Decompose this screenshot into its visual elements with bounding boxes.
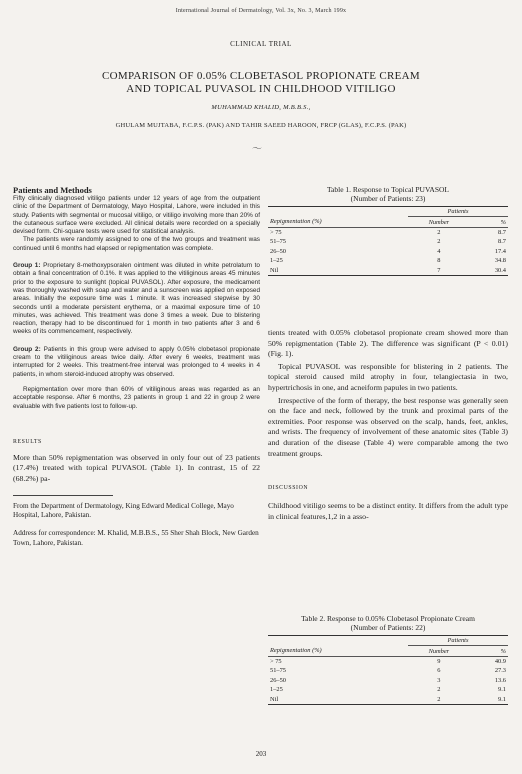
decorative-flourish: 〜	[252, 144, 262, 155]
results-paragraph-cont: tients treated with 0.05% clobetasol propionate cream showed more than 50% repigmentation (Table 2). The difference was significant (P < 0.01) (Fig. 1).	[268, 328, 508, 359]
anatomic-response-paragraph: Irrespective of the form of therapy, the best response was generally seen on the face and neck, followed by the trunk and proximal parts of the extremities. Poor response was observed on the scalp, hands, feet, ankles, and wrists. The frequency of involvement of these anatomic sites (Table 3) and duration of the disease (Table 4) were comparable among the two treatment groups.	[268, 395, 508, 458]
footnote-rule	[13, 495, 113, 496]
table2-cell: 1–25	[270, 686, 283, 694]
table2-col-pct: %	[500, 647, 506, 655]
table1-group-header: Patients	[408, 207, 508, 217]
table1-cell: 4	[437, 247, 441, 255]
author-line-2: GHULAM MUJTABA, F.C.P.S. (PAK) AND TAHIR SAEED HAROON, FRCP (GLAS), F.C.P.S. (PAK)	[115, 122, 407, 129]
discussion-paragraph: Childhood vitiligo seems to be a distinct entity. It differs from the adult type in clinical features,1,2 in a asso-	[268, 501, 508, 521]
table1-cell: > 75	[270, 228, 282, 236]
table2-cell: 27.3	[494, 667, 506, 675]
table2-cell: 13.6	[494, 676, 506, 684]
table-row	[268, 676, 508, 685]
table1-caption-line2: (Number of Patients: 23)	[350, 194, 426, 203]
table1-caption	[268, 185, 508, 203]
group1-text: Proprietary 8-methoxypsoralen ointment was diluted in white petrolatum to obtain a final concentration of 0.1%. It was applied to the vitiliginous areas 45 minutes prior to the exposure to sunlight (topical PUVASOL). After exposure, the medicament was thoroughly washed with soap and water and a sunscreen was applied on exposed areas. Initially the exposure time was 1 minute. It was increased stepwise by 30 seconds until a moderate persistent erythema, or a maximal exposure time of 10 minutes, was achieved. This treatment was done 3 times a week. Due to blistering reaction, therapy had to be discontinued for 1 month in two patients after 3 and 6 weeks of its commencement, respectively.	[13, 262, 260, 336]
table-row	[268, 247, 508, 256]
section-tag: CLINICAL TRIAL	[230, 40, 292, 48]
title-line-2: AND TOPICAL PUVASOL IN CHILDHOOD VITILIGO	[126, 83, 396, 95]
table1-col-label: Repigmentation (%)	[270, 218, 322, 226]
right-column-text	[268, 328, 508, 522]
table-row	[268, 265, 508, 275]
table2-cell: 2	[437, 695, 441, 703]
table1-cell: 2	[437, 228, 441, 236]
table-row	[268, 656, 508, 666]
footnote-affiliation: From the Department of Dermatology, King Edward Medical College, Mayo Hospital, Lahore, Pakistan.	[13, 501, 234, 520]
table2-caption-line1: Table 2. Response to 0.05% Clobetasol Propionate Cream	[301, 614, 475, 623]
table2-cell: 2	[437, 686, 441, 694]
adverse-effects-paragraph: Topical PUVASOL was responsible for blistering in 2 patients. The topical steroid caused mild atrophy in four, telangiectasia in two, hypertrichosis in one, and acneiform papules in two patients.	[268, 361, 508, 392]
table2-cell: 3	[437, 676, 441, 684]
group1-paragraph	[13, 262, 260, 337]
table1-col-number: Number	[428, 218, 450, 226]
results-heading: RESULTS	[13, 438, 42, 445]
table2-cell: 40.9	[494, 657, 506, 665]
results-paragraph: More than 50% repigmentation was observed in only four out of 23 patients (17.4%) treated with topical PUVASOL (Table 1). In contrast, 15 of 22 (68.2%) pa-	[13, 452, 260, 484]
table1-caption-line1: Table 1. Response to Topical PUVASOL	[327, 185, 449, 194]
journal-header: International Journal of Dermatology, Vol. 3x, No. 3, March 199x	[175, 8, 347, 14]
article-title	[60, 70, 462, 96]
table1-cell: 8.7	[498, 228, 506, 236]
left-column	[13, 185, 260, 549]
discussion-heading: DISCUSSION	[268, 485, 309, 492]
page-number: 203	[255, 750, 267, 758]
author-line-1: MUHAMMAD KHALID, M.B.B.S.,	[211, 104, 311, 111]
table1-cell: 1–25	[270, 257, 283, 265]
group2-text: Patients in this group were advised to apply 0.05% clobetasol propionate cream to the vitiliginous areas twice daily. After every 6 weeks, treatment was interrupted for 2 weeks. This treatment-free interval was prolonged to 4 weeks in 4 patients, in whom steroid-induced atrophy was observed.	[13, 345, 260, 378]
title-line-1: COMPARISON OF 0.05% CLOBETASOL PROPIONATE CREAM	[101, 70, 420, 82]
methods-heading: Patients and Methods	[13, 185, 92, 195]
table2-cell: 51–75	[270, 667, 286, 675]
table1-cell: 34.8	[494, 257, 506, 265]
footnote-correspondence: Address for correspondence: M. Khalid, M.B.B.S., 55 Sher Shah Block, New Garden Town, Lahore, Pakistan.	[13, 529, 259, 547]
methods-paragraph-2: The patients were randomly assigned to one of the two groups and treatment was continued until 6 months had elapsed or repigmentation was complete.	[13, 236, 260, 252]
table2-caption-line2: (Number of Patients: 22)	[350, 623, 426, 632]
table1-cell: 51–75	[270, 238, 286, 246]
table2-group-header: Patients	[408, 636, 508, 646]
table1-col-pct: %	[500, 218, 506, 226]
table-row	[268, 237, 508, 246]
group1-label: Group 1:	[13, 262, 41, 270]
table1-cell: 26–50	[270, 247, 286, 255]
table-row	[268, 666, 508, 675]
table2-block	[268, 614, 508, 705]
table1-cell: Nil	[270, 266, 279, 274]
group2-label: Group 2:	[13, 345, 41, 353]
table1-block	[268, 185, 508, 276]
table2-col-number: Number	[428, 647, 450, 655]
table1-cell: 2	[437, 238, 441, 246]
table2	[268, 635, 508, 705]
table2-cell: > 75	[270, 657, 282, 665]
table2-cell: 9	[437, 657, 441, 665]
table2-caption	[268, 614, 508, 632]
table1	[268, 206, 508, 276]
group2-paragraph	[13, 346, 260, 379]
table2-cell: Nil	[270, 695, 279, 703]
table1-cell: 17.4	[494, 247, 506, 255]
table-row	[268, 256, 508, 265]
table2-col-label: Repigmentation (%)	[270, 647, 322, 655]
table1-cell: 7	[437, 266, 441, 274]
table-row	[268, 227, 508, 237]
methods-paragraph: Fifty clinically diagnosed vitiligo patients under 12 years of age from the outpatient clinic of the Department of Dermatology, Mayo Hospital, Lahore, were included in this study. Patients with segmental or mucosal vitiligo, or vitiligo involving more than 20% of the cutaneous surface were excluded. All clinical details were recorded on a specially devised form. Chi-square tests were used for statistical analysis.	[13, 195, 260, 236]
table1-cell: 8	[437, 257, 441, 265]
table-row	[268, 694, 508, 704]
table-row	[268, 685, 508, 694]
table2-cell: 9.1	[498, 686, 506, 694]
table1-cell: 30.4	[494, 266, 506, 274]
table2-cell: 26–50	[270, 676, 286, 684]
table1-cell: 8.7	[498, 238, 506, 246]
table2-cell: 9.1	[498, 695, 506, 703]
group2-paragraph-2: Repigmentation over more than 60% of vitiliginous areas was regarded as an acceptable response. After 6 months, 23 patients in group 1 and 22 in group 2 were evaluable with five patients lost to follow-up.	[13, 385, 260, 410]
table2-cell: 6	[437, 667, 441, 675]
